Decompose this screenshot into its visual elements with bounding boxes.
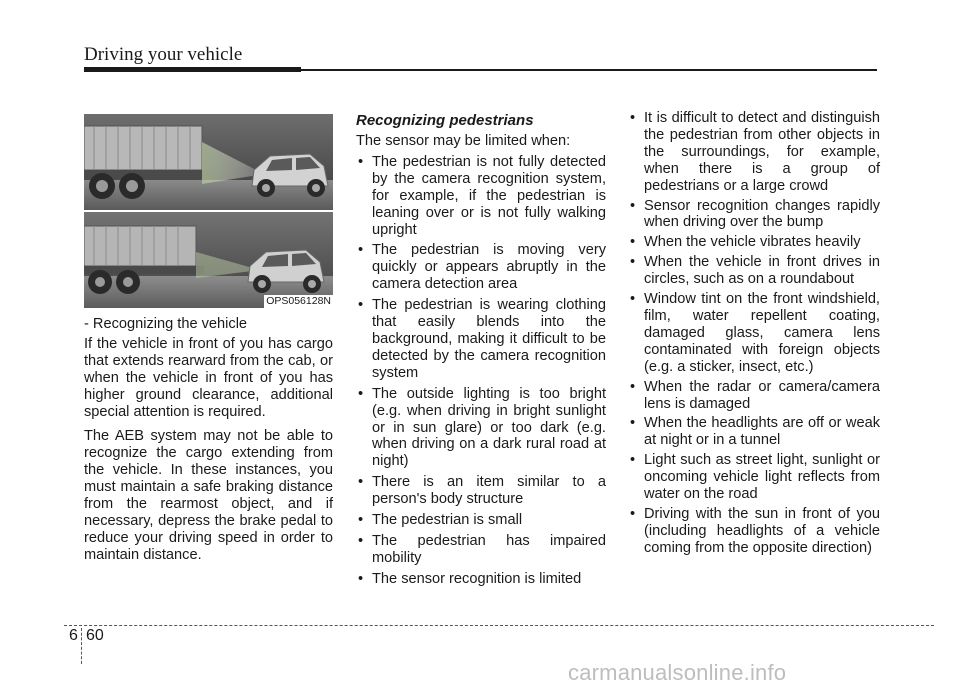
illustration-panel-bottom (84, 212, 333, 308)
figure-caption: - Recognizing the vehicle (84, 316, 248, 332)
page-number: 60 (86, 627, 104, 644)
bullet-item: • Light such as street light, sunlight or oncoming vehicle light reflects from water on the road (628, 452, 880, 503)
watermark: carmanualsonline.info (568, 660, 787, 685)
bullet-item: • The pedestrian has impaired mobility (356, 533, 606, 567)
bullet-list (628, 110, 880, 557)
footer-rule (64, 625, 934, 626)
paragraph: If the vehicle in front of you has cargo that extends rearward from the cab, or when the vehicle in front of you has higher ground clearance, additional special attention is required. (84, 335, 333, 420)
bullet-item: • The outside lighting is too bright (e.g. when driving in bright sunlight or in sun glare) or too dark (e.g. when driving on a dark rural road at night) (356, 386, 606, 471)
cargo-truck-illustration (84, 110, 333, 308)
figure-code: OPS056128N (266, 295, 331, 307)
footer-separator (81, 628, 82, 664)
section-heading: Recognizing pedestrians (356, 112, 534, 129)
header-rule-thick (84, 67, 301, 72)
bullet-item: • When the vehicle vibrates heavily (628, 234, 880, 251)
bullet-item: • When the vehicle in front drives in circles, such as on a roundabout (628, 254, 880, 288)
bullet-item: • The sensor recognition is limited (356, 571, 606, 588)
bullet-item: • There is an item similar to a person's body structure (356, 474, 606, 508)
illustration-panel-top (84, 114, 333, 210)
bullet-list (356, 154, 606, 588)
page-header-title: Driving your vehicle (84, 44, 243, 65)
header-rule-thin (301, 69, 877, 71)
column-middle (356, 110, 606, 592)
bullet-item: • The pedestrian is small (356, 512, 606, 529)
section-intro: The sensor may be limited when: (356, 133, 571, 149)
bullet-item: • Window tint on the front windshield, film, water repellent coating, damaged glass, camera lens contaminated with foreign objects (e.g. a sticker, insect, etc.) (628, 291, 880, 376)
bullet-item: • The pedestrian is wearing clothing that easily blends into the background, making it difficult to be detected by the camera recognition system (356, 297, 606, 382)
bullet-item: • The pedestrian is not fully detected by the camera recognition system, for example, if the pedestrian is leaning over or is not fully walking upright (356, 154, 606, 239)
bullet-item: • Sensor recognition changes rapidly when driving over the bump (628, 198, 880, 232)
bullet-item: • The pedestrian is moving very quickly or appears abruptly in the camera detection area (356, 242, 606, 293)
paragraph: The AEB system may not be able to recognize the cargo extending from the vehicle. In these instances, you must maintain a safe braking distance from the rearmost object, and if necessary, depress the brake pedal to reduce your driving speed in order to maintain distance. (84, 428, 333, 563)
bullet-item: • When the radar or camera/camera lens is damaged (628, 379, 880, 413)
bullet-item: • When the headlights are off or weak at night or in a tunnel (628, 415, 880, 449)
bullet-item: • It is difficult to detect and distinguish the pedestrian from other objects in the surroundings, for example, when there is a group of pedestrians or a large crowd (628, 110, 880, 195)
bullet-item: • Driving with the sun in front of you (including headlights of a vehicle coming from the opposite direction) (628, 506, 880, 557)
column-left (84, 110, 333, 564)
column-right (628, 110, 880, 560)
chapter-number: 6 (69, 627, 78, 644)
